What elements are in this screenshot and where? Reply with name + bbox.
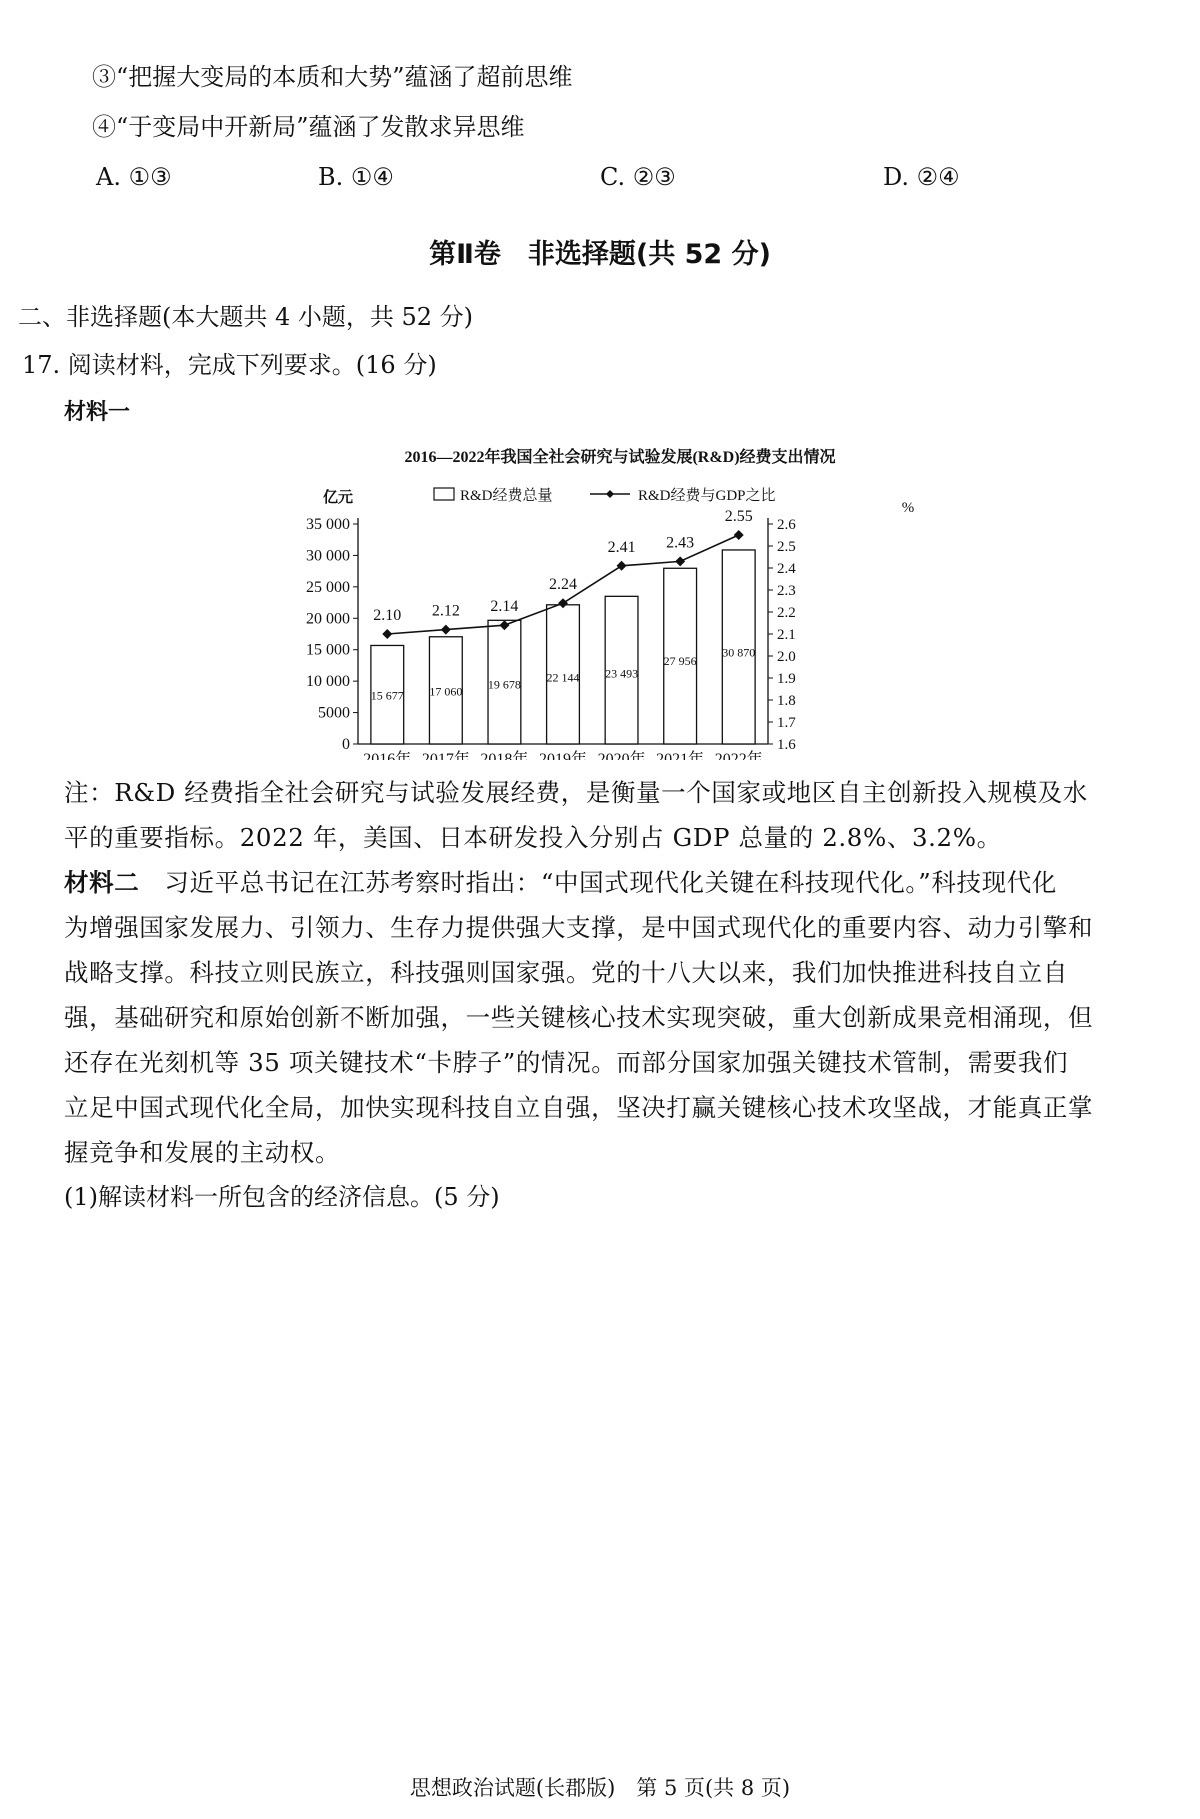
rd-chart-svg xyxy=(300,440,940,760)
left-tick-label: 5000 xyxy=(318,704,350,722)
x-tick-label: 2016年 xyxy=(363,751,412,760)
material-2-line-1 xyxy=(64,860,1184,905)
right-tick-label: 1.9 xyxy=(777,671,796,687)
legend-bar-label: R&D经费总量 xyxy=(460,488,553,504)
material-2-label: 材料二 xyxy=(64,868,140,897)
page-footer: 思想政治试题(长郡版) 第 5 页(共 8 页) xyxy=(409,1776,791,1800)
left-tick-label: 35 000 xyxy=(306,516,350,533)
legend-line-marker xyxy=(606,490,614,498)
right-tick-label: 2.4 xyxy=(777,561,796,577)
ratio-point xyxy=(382,629,392,639)
ratio-value-label: 2.10 xyxy=(373,607,402,624)
material-2-line-4: 强，基础研究和原始创新不断加强，一些关键核心技术实现突破，重大创新成果竞相涌现，但 xyxy=(64,1003,1094,1032)
x-tick-label: 2017年 xyxy=(421,751,470,760)
right-tick-label: 2.0 xyxy=(777,649,796,665)
ratio-value-label: 2.12 xyxy=(431,602,460,620)
bar-value-label: 30 870 xyxy=(722,645,756,660)
ratio-value-label: 2.55 xyxy=(724,508,753,525)
bar-value-label: 22 144 xyxy=(546,670,580,685)
left-tick-label: 30 000 xyxy=(306,547,350,565)
left-tick-label: 15 000 xyxy=(306,641,350,659)
chart-title: 2016—2022年我国全社会研究与试验发展(R&D)经费支出情况 xyxy=(404,449,836,466)
ratio-value-label: 2.43 xyxy=(666,534,695,552)
left-tick-label: 0 xyxy=(342,736,350,753)
right-axis-unit: % xyxy=(901,500,915,516)
right-tick-label: 2.5 xyxy=(777,539,796,555)
material-2-line-3: 战略支撑。科技立则民族立，科技强则国家强。党的十八大以来，我们加快推进科技自立自 xyxy=(64,958,1068,987)
chart-note-line-2: 平的重要指标。2022 年，美国、日本研发投入分别占 GDP 总量的 2.8%、3.2%。 xyxy=(64,823,1002,852)
bar-value-label: 27 956 xyxy=(663,653,697,668)
right-tick-label: 2.2 xyxy=(777,605,796,621)
left-axis-unit: 亿元 xyxy=(322,490,354,506)
material-2-line-5: 还存在光刻机等 35 项关键技术“卡脖子”的情况。而部分国家加强关键技术管制，需要我们 xyxy=(64,1048,1069,1077)
material-2-line-6: 立足中国式现代化全局，加快实现科技自立自强，坚决打赢关键核心技术攻坚战，才能真正掌 xyxy=(64,1093,1094,1122)
ratio-point xyxy=(675,556,685,566)
ratio-point xyxy=(734,530,744,540)
material-2-line-2: 为增强国家发展力、引领力、生存力提供强大支撑，是中国式现代化的重要内容、动力引擎和 xyxy=(64,913,1094,942)
ratio-value-label: 2.24 xyxy=(549,576,577,594)
option-c: C. ②③ xyxy=(600,163,676,191)
bar-value-label: 19 678 xyxy=(487,677,521,692)
bar-value-label: 17 060 xyxy=(429,684,463,699)
material-1-label: 材料一 xyxy=(64,400,131,425)
ratio-point xyxy=(441,625,451,635)
ratio-value-label: 2.14 xyxy=(490,598,519,616)
question-17: 17. 阅读材料，完成下列要求。(16 分) xyxy=(22,351,437,379)
statement-3: ③“把握大变局的本质和大势”蕴涵了超前思维 xyxy=(92,63,573,91)
ratio-point xyxy=(617,561,627,571)
right-tick-label: 2.3 xyxy=(777,583,796,599)
right-tick-label: 1.8 xyxy=(777,693,796,709)
chart-note-line-1: 注：R&D 经费指全社会研究与试验发展经费，是衡量一个国家或地区自主创新投入规模及水 xyxy=(64,778,1088,807)
legend-line-label: R&D经费与GDP之比 xyxy=(638,488,776,504)
left-tick-label: 25 000 xyxy=(306,578,350,596)
x-tick-label: 2021年 xyxy=(656,751,705,760)
sub-question-1: (1)解读材料一所包含的经济信息。(5 分) xyxy=(64,1183,500,1211)
x-tick-label: 2019年 xyxy=(538,751,588,760)
left-tick-label: 10 000 xyxy=(306,673,350,691)
bar-value-label: 23 493 xyxy=(605,666,639,681)
x-tick-label: 2018年 xyxy=(480,751,529,760)
option-d: D. ②④ xyxy=(883,163,960,191)
right-tick-label: 2.1 xyxy=(777,627,796,643)
x-tick-label: 2020年 xyxy=(597,751,646,760)
right-tick-label: 1.7 xyxy=(777,715,796,731)
material-2-text-1: 习近平总书记在江苏考察时指出：“中国式现代化关键在科技现代化。”科技现代化 xyxy=(139,868,1057,897)
right-tick-label: 2.6 xyxy=(777,517,796,533)
bar-value-label: 15 677 xyxy=(370,688,404,703)
option-b: B. ①④ xyxy=(318,163,394,191)
left-tick-label: 20 000 xyxy=(306,610,350,628)
right-tick-label: 1.6 xyxy=(777,737,796,753)
option-a: A. ①③ xyxy=(96,163,172,191)
material-2-line-7: 握竞争和发展的主动权。 xyxy=(64,1138,341,1167)
statement-4: ④“于变局中开新局”蕴涵了发散求异思维 xyxy=(92,113,525,141)
ratio-value-label: 2.41 xyxy=(607,538,636,556)
legend-bar-swatch xyxy=(434,488,454,500)
part-heading: 二、非选择题(本大题共 4 小题，共 52 分) xyxy=(18,303,474,331)
rd-chart xyxy=(300,440,940,760)
section-title: 第Ⅱ卷 非选择题(共 52 分) xyxy=(429,239,771,270)
x-tick-label: 2022年 xyxy=(714,751,763,760)
